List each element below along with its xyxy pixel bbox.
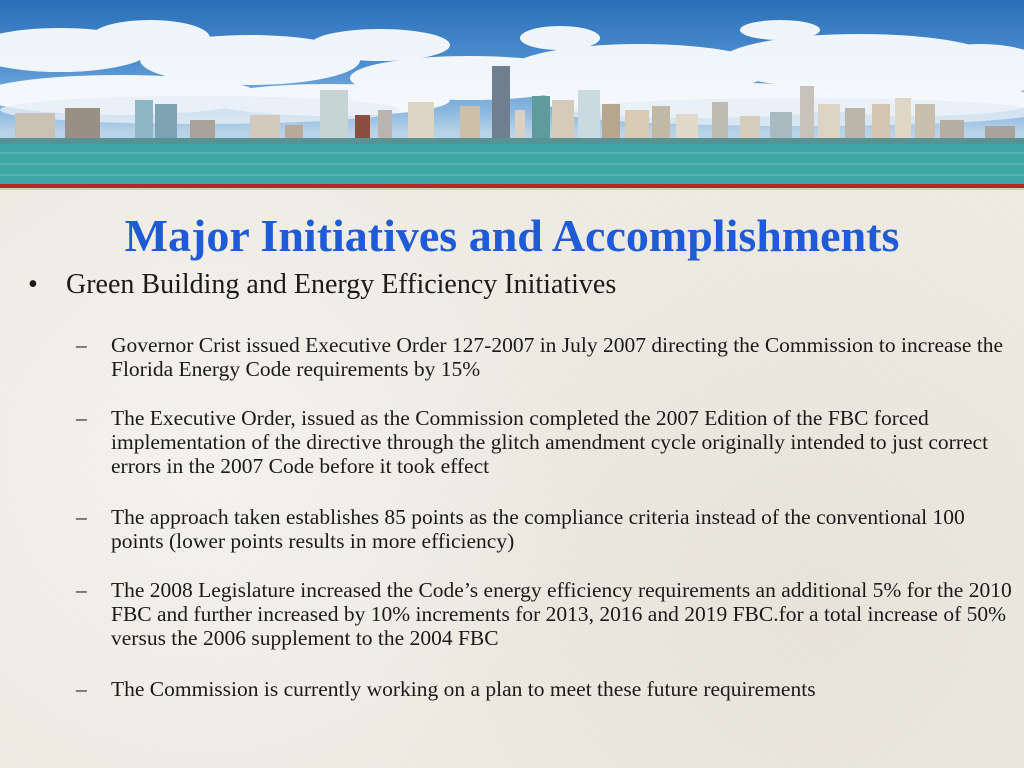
sub-item-text: The Commission is currently working on a plan to meet these future requirements	[111, 677, 816, 701]
sub-item-text: Governor Crist issued Executive Order 127-2007 in July 2007 directing the Commission to increase the Florida Energy Code requirements by 15%	[111, 333, 1004, 381]
dash-marker: –	[76, 677, 87, 701]
skyline-banner-image	[0, 0, 1024, 184]
dash-marker: –	[76, 406, 87, 430]
skyline-illustration	[0, 0, 1024, 184]
main-bullet-text: Green Building and Energy Efficiency Initiatives	[66, 269, 617, 300]
bullet-marker: •	[28, 269, 38, 300]
slide-title: Major Initiatives and Accomplishments	[124, 210, 900, 261]
dash-marker: –	[76, 333, 87, 357]
sub-item-text: The approach taken establishes 85 points as the compliance criteria instead of the conventional 100 points (lower points results in more efficiency)	[111, 505, 965, 553]
dash-marker: –	[76, 505, 87, 529]
header-under-rule	[0, 188, 1024, 190]
sub-item-text: The Executive Order, issued as the Commission completed the 2007 Edition of the FBC forced implementation of the directive through the glitch amendment cycle originally intended to just correct errors in the 2007 Code before it took effect	[111, 406, 989, 478]
dash-marker: –	[76, 578, 87, 602]
sub-item-text: The 2008 Legislature increased the Code’s energy efficiency requirements an additional 5% for the 2010 FBC and further increased by 10% increments for 2013, 2016 and 2019 FBC.for a total increase of 50% versus the 2006 supplement to the 2004 FBC	[111, 578, 1012, 650]
